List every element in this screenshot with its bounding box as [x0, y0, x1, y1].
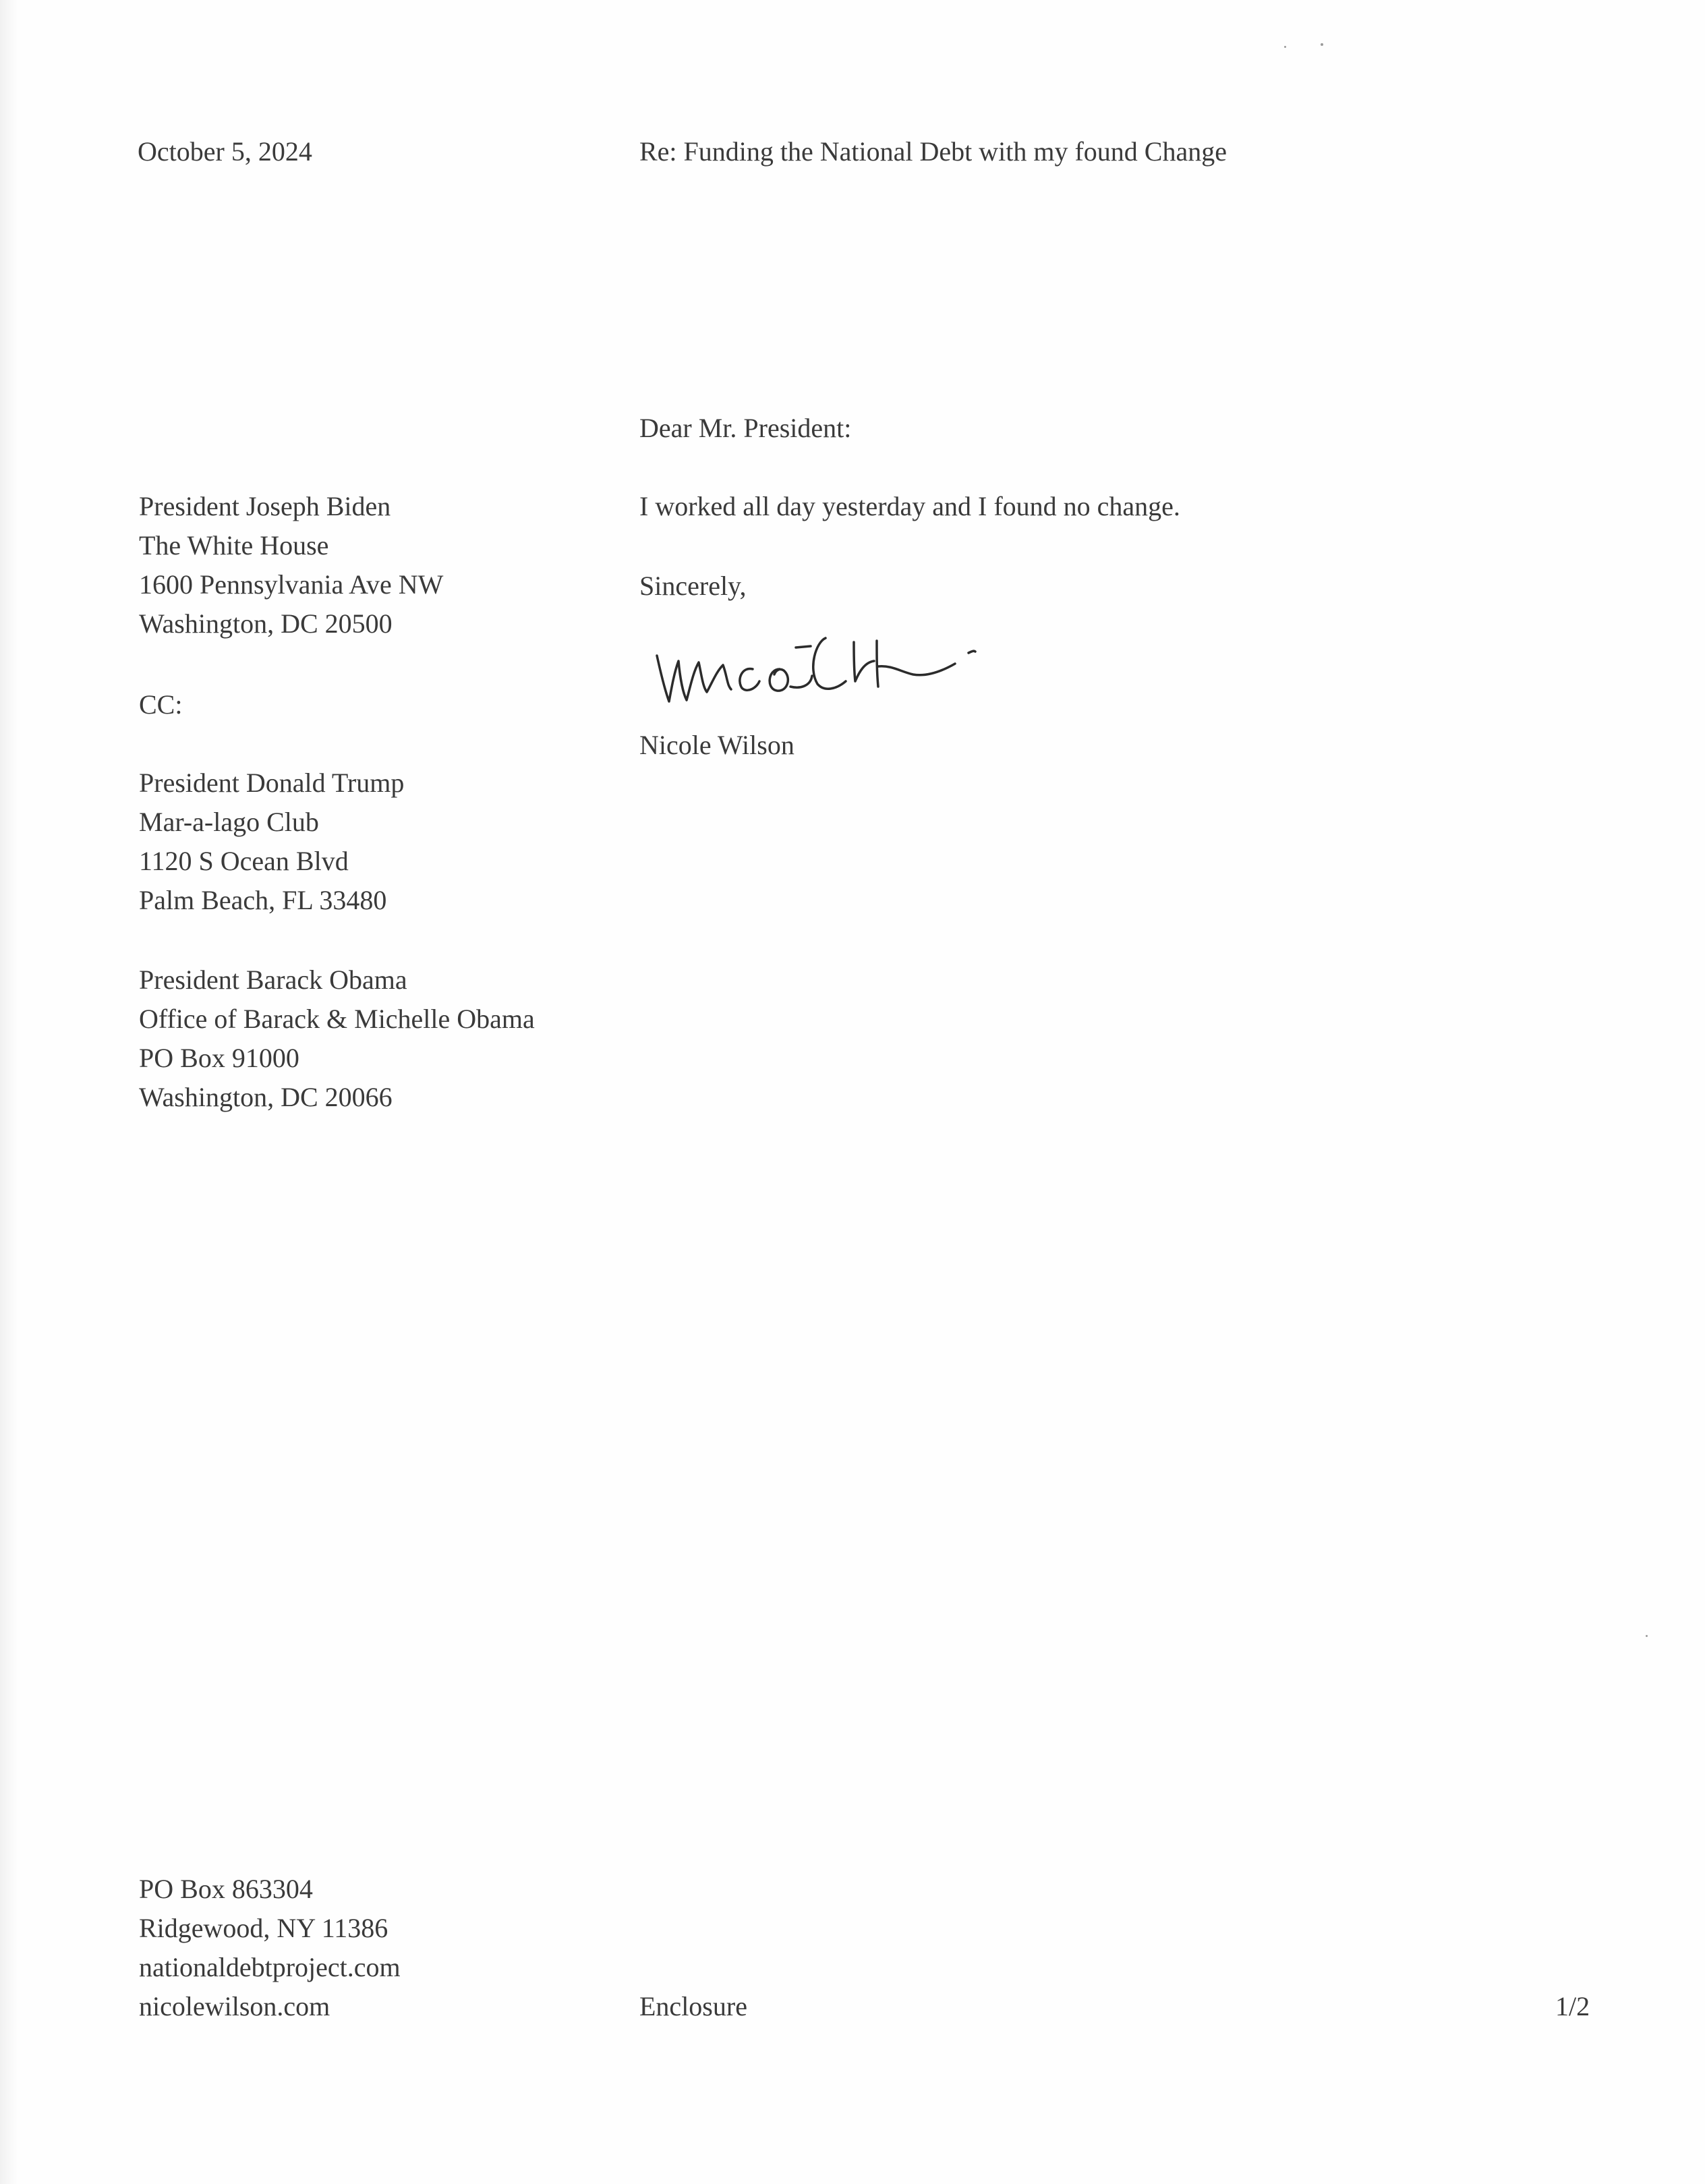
scan-edge-shadow: [0, 0, 18, 2184]
letter-date: October 5, 2024: [138, 136, 312, 167]
sender-website: nicolewilson.com: [139, 1991, 330, 2021]
sender-line: Ridgewood, NY 11386: [139, 1913, 388, 1943]
letter-closing: Sincerely,: [639, 571, 747, 601]
signer-name: Nicole Wilson: [639, 730, 794, 760]
scan-speck: [1321, 43, 1323, 46]
cc-label: CC:: [139, 689, 183, 720]
address-line: President Barack Obama: [139, 965, 407, 995]
signature: [652, 627, 1002, 715]
address-line: 1600 Pennsylvania Ave NW: [139, 569, 444, 600]
recipient-address: [139, 487, 443, 643]
cc-address-trump: [139, 764, 404, 920]
scan-speck: [1284, 46, 1286, 48]
scan-speck: [1646, 1635, 1648, 1637]
address-line: President Joseph Biden: [139, 491, 391, 521]
sender-website: nationaldebtproject.com: [139, 1952, 401, 1982]
address-line: 1120 S Ocean Blvd: [139, 846, 349, 876]
letter-subject: Re: Funding the National Debt with my found Change: [639, 136, 1227, 167]
address-line: Washington, DC 20066: [139, 1082, 393, 1112]
address-line: Washington, DC 20500: [139, 608, 393, 639]
letter-body: I worked all day yesterday and I found no change.: [639, 491, 1180, 521]
address-line: Mar-a-lago Club: [139, 807, 319, 837]
enclosure-note: Enclosure: [639, 1991, 747, 2021]
page-number: 1/2: [1555, 1991, 1590, 2021]
address-line: President Donald Trump: [139, 768, 405, 798]
address-line: Palm Beach, FL 33480: [139, 885, 387, 915]
address-line: The White House: [139, 530, 329, 561]
address-line: PO Box 91000: [139, 1043, 299, 1073]
salutation: Dear Mr. President:: [639, 413, 852, 443]
cc-address-obama: [139, 960, 535, 1117]
sender-address: [139, 1870, 401, 2026]
address-line: Office of Barack & Michelle Obama: [139, 1004, 535, 1034]
sender-line: PO Box 863304: [139, 1874, 313, 1904]
